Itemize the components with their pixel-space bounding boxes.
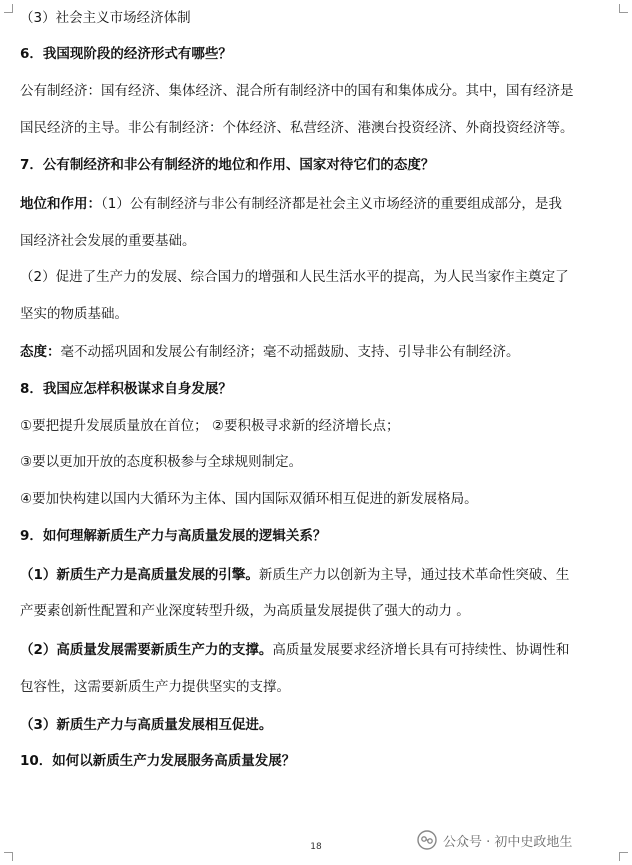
watermark-text: 公众号 · 初中史政地生 (443, 834, 573, 850)
crop-mark-bottom-right (619, 852, 628, 861)
body-text: （3）社会主义市场经济体制 (20, 10, 191, 26)
text-line (20, 9, 191, 27)
bold-text: 7．公有制经济和非公有制经济的地位和作用、国家对待它们的态度？ (20, 157, 435, 173)
crop-mark-top-right (619, 4, 628, 13)
body-text: 新质生产力以创新为主导，通过技术革命性突破、生 (258, 567, 570, 583)
body-text: 产要素创新性配置和产业深度转型升级，为高质量发展提供了强大的动力 。 (20, 603, 470, 619)
text-line (20, 195, 562, 213)
text-line (20, 232, 196, 250)
body-text: 高质量发展要求经济增长具有可持续性、协调性和 (272, 642, 570, 658)
text-line (20, 82, 574, 100)
section-heading (20, 45, 232, 63)
body-text: 公有制经济：国有经济、集体经济、混合所有制经济中的国有和集体成分。其中，国有经济是 (20, 83, 574, 99)
bold-text: 9．如何理解新质生产力与高质量发展的逻辑关系？ (20, 528, 327, 544)
text-line (20, 566, 569, 584)
text-line (20, 119, 574, 137)
section-heading (20, 380, 232, 398)
bold-text: （2）高质量发展需要新质生产力的支撑。 (20, 642, 273, 658)
bold-text: 地位和作用： (20, 196, 101, 212)
text-line (20, 343, 520, 361)
text-line (20, 490, 478, 508)
body-text: 坚实的物质基础。 (20, 306, 128, 322)
body-text: 包容性，这需要新质生产力提供坚实的支撑。 (20, 679, 290, 695)
body-text: ④要加快构建以国内大循环为主体、国内国际双循环相互促进的新发展格局。 (20, 491, 478, 507)
body-text: 国经济社会发展的重要基础。 (20, 233, 196, 249)
body-text: （2）促进了生产力的发展、综合国力的增强和人民生活水平的提高，为人民当家作主奠定了 (20, 269, 569, 285)
bold-text: 6．我国现阶段的经济形式有哪些？ (20, 46, 232, 62)
wechat-official-account-icon (417, 830, 437, 850)
bold-text: 10．如何以新质生产力发展服务高质量发展？ (20, 753, 296, 769)
section-heading (20, 752, 295, 770)
text-line (20, 268, 569, 286)
body-text: （1）公有制经济与非公有制经济都是社会主义市场经济的重要组成部分，是我 (101, 196, 562, 212)
section-heading (20, 527, 326, 545)
body-text: ①要把提升发展质量放在首位； ②要积极寻求新的经济增长点； (20, 418, 400, 434)
text-line (20, 305, 128, 323)
section-heading (20, 156, 434, 174)
bold-text: 态度： (20, 344, 61, 360)
watermark (417, 829, 572, 851)
body-text: ③要以更加开放的态度积极参与全球规则制定。 (20, 454, 303, 470)
text-line (20, 641, 569, 659)
section-heading (20, 716, 272, 734)
body-text: 毫不动摇巩固和发展公有制经济；毫不动摇鼓励、支持、引导非公有制经济。 (60, 344, 520, 360)
crop-mark-top-left (4, 4, 13, 13)
text-line (20, 602, 470, 620)
bold-text: （3）新质生产力与高质量发展相互促进。 (20, 717, 273, 733)
page-number: 18 (310, 842, 322, 852)
text-line (20, 678, 290, 696)
text-line (20, 417, 400, 435)
text-line (20, 453, 302, 471)
crop-mark-bottom-left (4, 852, 13, 861)
body-text: 国民经济的主导。非公有制经济：个体经济、私营经济、港澳台投资经济、外商投资经济等。 (20, 120, 574, 136)
bold-text: 8．我国应怎样积极谋求自身发展？ (20, 381, 232, 397)
bold-text: （1）新质生产力是高质量发展的引擎。 (20, 567, 259, 583)
